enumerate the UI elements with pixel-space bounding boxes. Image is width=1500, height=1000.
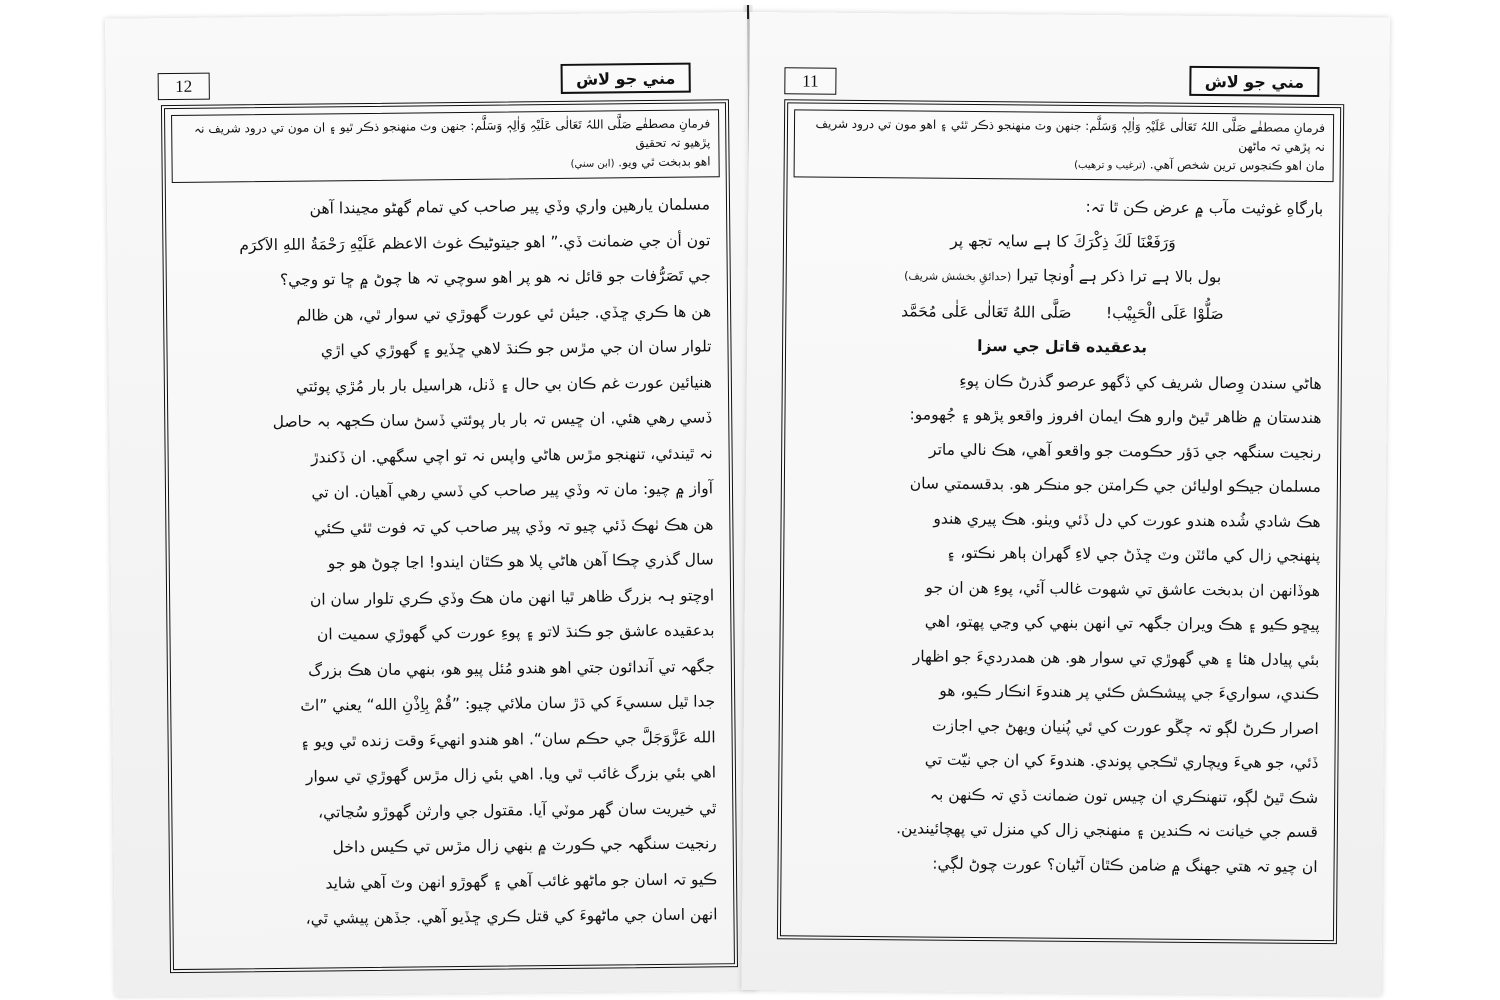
text-line: هنيائين عورت غم ڪان بي حال ۽ ڏنل، هراسيل بار بار مُڙي پوئتي: [295, 372, 712, 396]
section-heading: بدعقيده قاتل جي سزا: [977, 336, 1148, 357]
text-line: ڪيو تہ اسان جو ماڻهو غائب آهي ۽ گهوڙو انهن وٽ آهي شايد: [325, 869, 718, 892]
text-line: آواز ۾ چيو: مان تہ وڏي پير صاحب کي ڏسي رهي آهيان. ان تي: [311, 479, 714, 502]
text-line: الله عَزَّوَجَلَّ جي حڪم سان“. اهو هندو انهيءَ وقت زنده ٿي ويو ۽: [300, 727, 716, 751]
text-line: هاڻي سندن وِصال شريف کي ڏگهو عرصو گذرڻ ڪان پوءِ: [959, 371, 1322, 393]
intro-line: بارگاهِ غوثيت مآب ۾ عرض ڪن ٿا تہ:: [1085, 197, 1324, 219]
right-page: [741, 12, 1390, 996]
running-header-title: مني جو لاش: [1189, 66, 1319, 97]
text-line: سال گذري چڪا آهن هاڻي پلا هو ڪٿان ايندو! اڃا چوڻ هو جو: [327, 550, 714, 573]
text-line: اوچتو ہہ بزرگ ظاهر ٿيا انهن مان هڪ وڏي ڪري تلوار سان ان: [309, 585, 715, 609]
text-line: بئي پيادل هئا ۽ هي گهوڙي تي سوار هو. هن همدرديءَ جو اظهار: [912, 646, 1320, 669]
text-line: هن ها ڪري ڇڏي. جيئن ئي عورت گهوڙي تي سوار ٿي، هن ظالم: [296, 301, 712, 325]
text-line: ڪندي، سواريءَ جي پيشڪش ڪئي پر هندوءَ انڪار ڪيو، هو: [939, 681, 1320, 703]
text-frame: [161, 99, 738, 973]
verse-line-1: وَرَفَعْنَا لَكَ ذِكْرَكَ کا ہے سایہ تجھ پر: [950, 231, 1176, 252]
durood-line: [802, 293, 1322, 332]
text-line: جگهہ تي آندائون جتي اهو هندو مُئل پيو هو، بنهي مان هڪ بزرگ: [308, 656, 715, 680]
durood-left: صَلُّوْا عَلَى الْحَبِيْب!: [1105, 303, 1224, 323]
running-header-title: مني جو لاش: [561, 63, 691, 94]
text-line: نہ ٿيندئي، تنهنجو مڙس هاڻي واپس نہ تو اچي سگهي. ان ڏکندڙ: [310, 443, 713, 467]
text-line: هن هڪ ٺهڪ ڏئي چيو تہ وڏي پير صاحب کي تہ فوت ٿئي ڪئي: [313, 514, 714, 538]
notice-line-1: فرمانِ مصطفٰے صَلَّی اللہُ تَعَالٰی عَلَیْہِ وَاٰلِہٖ وَسَلَّم: جنهن وٽ منهنجو ذڪر ٿيو ۽ ان مون تي درود شريف نہ پڙهيو تہ تحقيق: [194, 116, 711, 151]
verse-source: (حدائقِ بخشش شریف): [904, 269, 1012, 284]
notice-line-2: [803, 152, 1325, 177]
text-line: ان چيو تہ هتي جهنگ ۾ ضامن ڪٿان آڻيان؟ عورت چوڻ لڳي:: [932, 854, 1318, 876]
text-line: ڏئي، جو هيءَ ويچاري ٿڪجي پوندي. هندوءَ کي ان جي نيّت تي: [924, 750, 1319, 772]
text-line: هوڏانهن ان بدبخت عاشق تي شهوت غالب آئي، پوءِ هن ان جو: [925, 578, 1321, 600]
text-line: تلوار سان ان جي مڙس جو ڪنڌ لاهي ڇڏيو ۽ گهوڙي کي اڙي: [320, 337, 712, 360]
verse-line-2: [803, 256, 1323, 297]
notice-source: (ابن سني): [570, 158, 615, 170]
page-body: [781, 183, 1339, 884]
hadith-notice: [171, 109, 720, 183]
notice-source: (ترغيب و ترهيب): [1074, 159, 1147, 172]
notice-text: مان اهو ڪنجوس ترين شخص آهي.: [1149, 157, 1325, 174]
text-line: ٿي خيريت سان گهر موٽي آيا. مقتول جي وارثن گهوڙو سُڃاتي،: [317, 798, 717, 822]
notice-text: اهو بدبخت ٿي ويو.: [618, 154, 711, 170]
spine-mark: [747, 5, 749, 19]
text-line: بدعقيده عاشق جو ڪنڌ لاتو ۽ پوءِ عورت کي گهوڙي سميت ان: [316, 621, 715, 644]
text-line: اصرار ڪرڻ لڳو تہ چڱو عورت کي ئي پُنيان ويهڻ جي اجازت: [931, 716, 1319, 738]
page-body: [166, 183, 734, 938]
text-line: رنجيت سنگهہ جي دَؤر حڪومت جو واقعو آهي، هڪ نالي ماتر: [928, 440, 1322, 462]
page-number: 12: [158, 73, 210, 101]
page-number: 11: [784, 67, 836, 94]
text-line: مسلمان يارهين واري وڏي پير صاحب کي تمام گهڻو مڃيندا آهن: [309, 195, 711, 218]
text-line: جدا ٿيل سسيءَ کي ڌڙ سان ملائي چيو: ”قُمْ بِاِذْنِ الله“ يعني ”اٿ: [300, 692, 716, 715]
durood-right: صَلَّى اللهُ تَعَالٰى عَلٰى مُحَمَّد: [901, 301, 1072, 322]
hadith-notice: [794, 109, 1335, 182]
text-line: شڪ ٿيڻ لڳو، تنهنڪري ان چيس تون ضمانت ڏي تہ ڪنهن بہ: [929, 785, 1319, 807]
text-line: قسم جي خيانت نہ ڪندين ۽ منهنجي زال کي منزل تي پهچائيندين.: [896, 819, 1318, 841]
verse-text: بول بالا ہے ترا ذکر ہے اُونچا تیرا: [1016, 266, 1222, 287]
notice-line-1: فرمانِ مصطفٰے صَلَّی اللہُ تَعَالٰی عَلَیْہِ وَاٰلِہٖ وَسَلَّم: جنهن وٽ منهنجو ذڪر ٿئي ۽ اهو مون تي درود شريف نہ پڙهي تہ ماڻهن: [815, 116, 1326, 155]
text-line: اهي بئي بزرگ غائب ٿي ويا. اهي بئي زال مڙس گهوڙي تي سوار: [305, 763, 717, 786]
text-line: مسلمان جيڪو اوليائن جي ڪرامتن جو منڪر هو. بدقسمتي سان: [909, 474, 1321, 496]
left-page: [105, 12, 757, 997]
text-line: هڪ شادي شُده هندو عورت کي دل ڏئي ويٺو. هڪ پيري هندو: [933, 509, 1321, 531]
text-line: ڏسي رهي هئي. ان ڇيس تہ بار بار پوئتي ڏسڻ سان ڪجهہ بہ حاصل: [272, 408, 713, 431]
text-line: هندستان ۾ ظاهر ٿيڻ وارو هڪ ايمان افروز واقعو پڙهو ۽ جُهومو:: [909, 405, 1322, 428]
notice-line-2: [180, 152, 710, 178]
text-frame: [777, 99, 1344, 944]
text-line: تون أن جي ضمانت ڏي.” اهو جيتوڻيڪ غوث الاعظم عَلَيْهِ رَحْمَةُ اللهِ الاَكرَم: [239, 230, 711, 254]
text-line: انهن اسان جي ماڻهوءَ کي قتل ڪري ڇڏيو آهي. جڏهن پيشي ٿي،: [305, 905, 718, 928]
text-line: پيڇو ڪيو ۽ هڪ ويران جگهہ تي انهن بنهي کي وڃي پهتو، اهي: [924, 612, 1320, 634]
text-line: جي تَصَرُّفات جو قائل نہ هو پر اهو سوچي تہ ها چوڻ ۾ ڇا تو وڃي؟: [279, 266, 711, 289]
text-line: پنهنجي زال کي مائٽن وٽ ڇڏڻ جي لاءِ گهران ٻاهر نڪتو، ۽: [946, 543, 1321, 565]
text-line: رنجيت سنگهہ جي ڪورٽ ۾ بنهي زال مڙس تي ڪيس داخل: [332, 834, 717, 857]
